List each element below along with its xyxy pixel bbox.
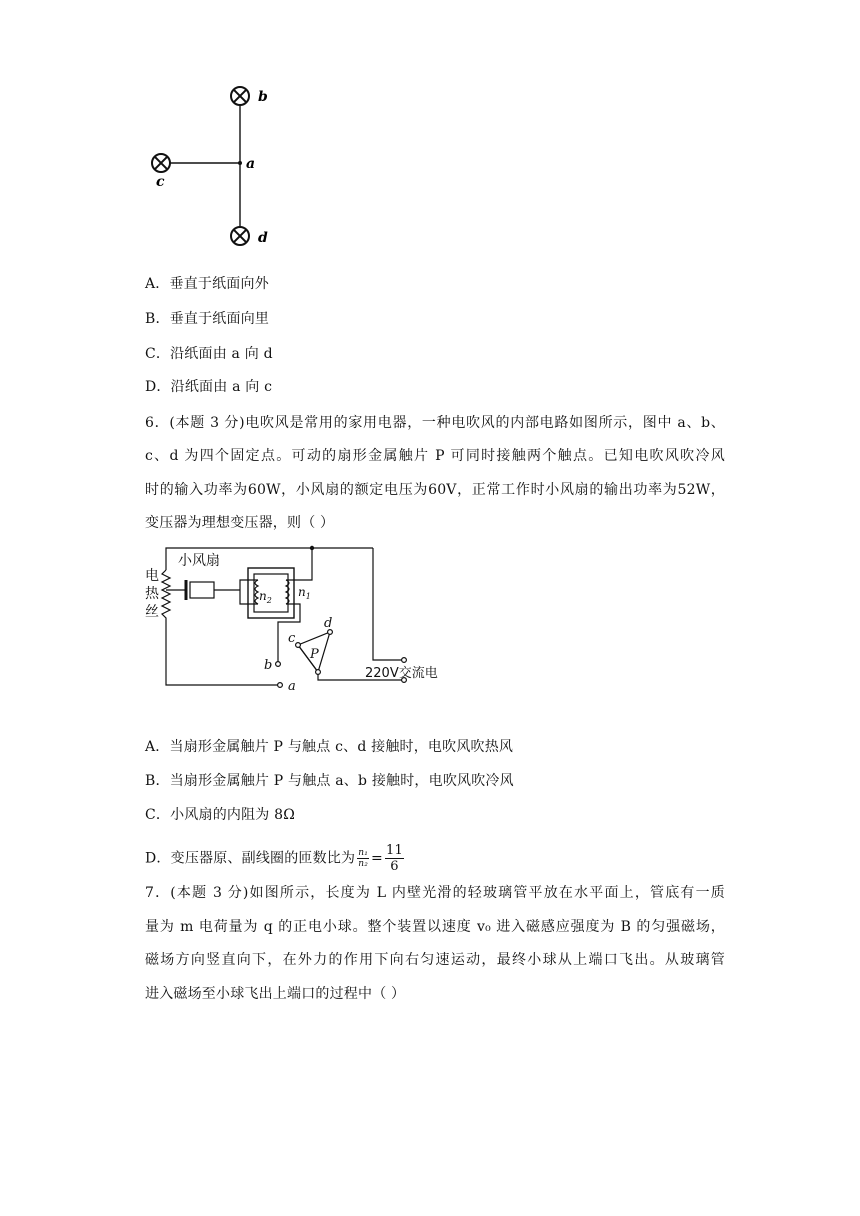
b-label: b bbox=[264, 658, 273, 673]
label-b: b bbox=[258, 89, 268, 105]
q6-stem-line-2: c、d 为四个固定点。可动的扇形金属触片 P 可同时接触两个触点。已知电吹风吹冷风 bbox=[145, 448, 725, 464]
q6-stem-line-1: 6．(本题 3 分)电吹风是常用的家用电器，一种电吹风的内部电路如图所示，图中 a、b、 bbox=[145, 415, 725, 431]
q7-stem-line-1: 7．(本题 3 分)如图所示，长度为 L 内壁光滑的轻玻璃管平放在水平面上，管底有一质 bbox=[145, 885, 725, 901]
contact-b bbox=[276, 662, 281, 667]
ratio-eq: = bbox=[371, 850, 383, 867]
ratio-right-den: 6 bbox=[390, 859, 399, 874]
contact-a bbox=[278, 683, 283, 688]
a-label: a bbox=[288, 679, 296, 694]
ratio-right-fraction bbox=[385, 843, 404, 874]
ratio-right-num: 11 bbox=[385, 843, 403, 858]
q6-option-d bbox=[145, 843, 406, 874]
ratio-left-fraction bbox=[357, 848, 369, 869]
wire-diagram-figure bbox=[140, 80, 290, 250]
contact-p-pivot bbox=[316, 670, 321, 675]
q6-option-c: C．小风扇的内阻为 8Ω bbox=[145, 807, 296, 823]
label-c: c bbox=[156, 174, 165, 190]
heater-label-3: 丝 bbox=[145, 604, 159, 620]
q6-stem-line-3: 时的输入功率为60W，小风扇的额定电压为60V，正常工作时小风扇的输出功率为52W， bbox=[145, 482, 725, 498]
ratio-left-den: n₂ bbox=[358, 859, 369, 869]
c-label: c bbox=[288, 631, 296, 646]
q5-option-b: B．垂直于纸面向里 bbox=[145, 311, 270, 327]
n2-label: $n_2$ bbox=[259, 589, 272, 605]
q5-option-a: A．垂直于纸面向外 bbox=[145, 276, 269, 292]
q6-option-a: A．当扇形金属触片 P 与触点 c、d 接触时，电吹风吹热风 bbox=[145, 739, 514, 755]
q6-option-d-prefix: D．变压器原、副线圈的匝数比为 bbox=[145, 850, 356, 867]
heater-label-1: 电 bbox=[145, 568, 159, 584]
d-label: d bbox=[324, 616, 333, 631]
secondary-coil bbox=[255, 580, 258, 604]
q6-stem-line-4: 变压器为理想变压器，则（ ） bbox=[145, 515, 335, 531]
fan-label: 小风扇 bbox=[178, 553, 220, 569]
n1-label: $n_1$ bbox=[298, 585, 311, 601]
p-label: P bbox=[310, 647, 319, 662]
q5-option-d: D．沿纸面由 a 向 c bbox=[145, 379, 273, 395]
heater-resistor bbox=[162, 570, 170, 620]
left-wire-lower bbox=[166, 620, 278, 685]
wire-b-into-page-icon bbox=[231, 87, 249, 105]
contact-c bbox=[296, 643, 301, 648]
ac-terminal-top bbox=[402, 658, 407, 663]
wire-d-into-page-icon bbox=[231, 227, 249, 245]
heater-label-2: 热 bbox=[145, 586, 159, 602]
fan-motor-body bbox=[190, 582, 214, 598]
label-d: d bbox=[258, 230, 268, 246]
ac-label: 220V交流电 bbox=[365, 666, 438, 681]
junction-dot-a bbox=[238, 161, 242, 165]
q5-option-c: C．沿纸面由 a 向 d bbox=[145, 346, 273, 362]
right-wire-to-ac-top bbox=[373, 548, 402, 660]
ratio-left-num: n₁ bbox=[358, 848, 369, 858]
junction-dot-top bbox=[310, 546, 314, 550]
wire-c-into-page-icon bbox=[152, 154, 170, 172]
q7-stem-line-4: 进入磁场至小球飞出上端口的过程中（ ） bbox=[145, 986, 406, 1002]
hair-dryer-circuit-figure bbox=[140, 540, 460, 695]
label-a: a bbox=[246, 156, 256, 172]
q6-option-b: B．当扇形金属触片 P 与触点 a、b 接触时，电吹风吹冷风 bbox=[145, 773, 514, 789]
q7-stem-line-2: 量为 m 电荷量为 q 的正电小球。整个装置以速度 v₀ 进入磁感应强度为 B 的匀强磁场， bbox=[145, 919, 725, 935]
q7-stem-line-3: 磁场方向竖直向下，在外力的作用下向右匀速运动，最终小球从上端口飞出。从玻璃管 bbox=[145, 952, 725, 968]
